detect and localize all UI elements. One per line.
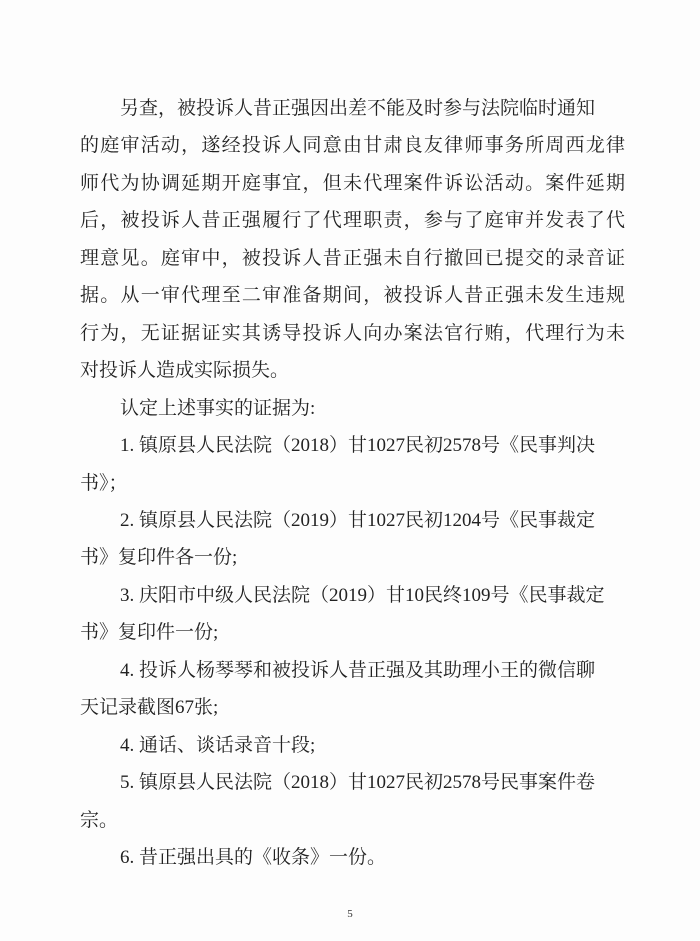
evidence-item-cont: 书》复印件一份; — [80, 622, 219, 644]
evidence-item: 1. 镇原县人民法院（2018）甘1027民初2578号《民事判决 — [120, 435, 596, 457]
text-line: 的庭审活动，遂经投诉人同意由甘肃良友律师事务所周西龙律 — [80, 135, 625, 157]
text-line: 对投诉人造成实际损失。 — [80, 360, 290, 382]
evidence-item: 6. 昔正强出具的《收条》一份。 — [120, 847, 387, 869]
evidence-item-cont: 书》； — [80, 472, 128, 494]
text-line: 行为，无证据证实其诱导投诉人向办案法官行贿，代理行为未 — [80, 322, 625, 344]
evidence-item: 5. 镇原县人民法院（2018）甘1027民初2578号民事案件卷 — [120, 772, 596, 794]
evidence-item: 4. 投诉人杨琴琴和被投诉人昔正强及其助理小王的微信聊 — [120, 659, 596, 681]
text-line: 理意见。庭审中，被投诉人昔正强未自行撤回已提交的录音证 — [80, 247, 625, 269]
text-line: 师代为协调延期开庭事宜，但未代理案件诉讼活动。案件延期 — [80, 172, 625, 194]
evidence-item-cont: 天记录截图67张; — [80, 697, 219, 719]
evidence-item: 4. 通话、谈话录音十段; — [120, 734, 316, 756]
evidence-item: 2. 镇原县人民法院（2019）甘1027民初1204号《民事裁定 — [120, 509, 596, 531]
page-number: 5 — [347, 907, 353, 920]
evidence-item-cont: 宗。 — [80, 809, 119, 831]
document-body — [80, 90, 625, 877]
text-line: 后，被投诉人昔正强履行了代理职责，参与了庭审并发表了代 — [80, 210, 625, 232]
text-line: 据。从一审代理至二审准备期间，被投诉人昔正强未发生违规 — [80, 285, 625, 307]
evidence-heading: 认定上述事实的证据为: — [120, 397, 316, 419]
evidence-item: 3. 庆阳市中级人民法院（2019）甘10民终109号《民事裁定 — [120, 584, 605, 606]
text-line: 另查，被投诉人昔正强因出差不能及时参与法院临时通知 — [120, 98, 596, 119]
evidence-item-cont: 书》复印件各一份; — [80, 547, 238, 569]
